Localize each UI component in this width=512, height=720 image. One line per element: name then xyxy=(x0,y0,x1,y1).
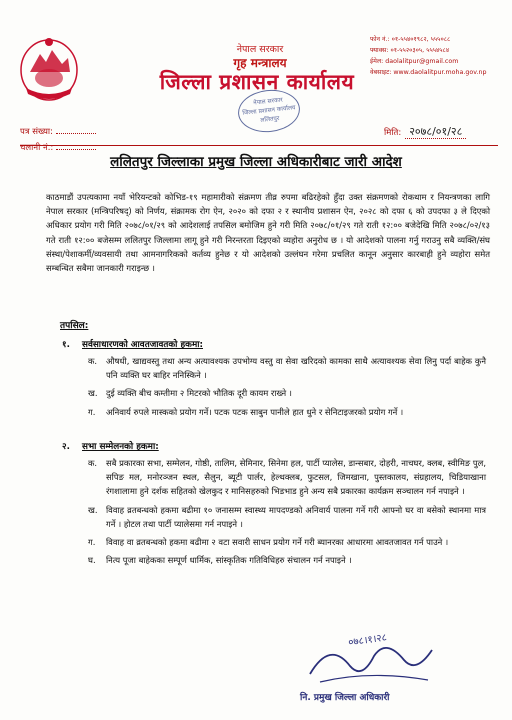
item-key: ख. xyxy=(88,504,98,515)
tapsil-heading: तपसिल: xyxy=(60,321,89,331)
signatory-title: नि. प्रमुख जिल्ला अधिकारी xyxy=(300,693,390,703)
section-1-heading xyxy=(62,338,203,350)
header-divider xyxy=(20,145,498,146)
date-block xyxy=(384,124,466,139)
item-key: घ. xyxy=(88,555,96,566)
section-title: सर्वसाधारणको आवतजावतको हकमा: xyxy=(82,340,203,350)
date-label: मिति: xyxy=(384,128,402,138)
list-item xyxy=(88,405,486,419)
list-item xyxy=(88,503,486,531)
order-body: काठमाडौं उपत्यकामा नयाँ भेरियन्टको कोभिड-१९ महामारीको संक्रमण तीव्र रुपमा बढिरहेको हुँदा उक्त संक्रमणको रोकथाम र नियन्त्रणका लागि नेपाल सरकार (मन्त्रिपरिषद्) को निर्णय, संक्रामक रोग ऐन, २०२० को दफा २ र स्थानीय प्रशासन ऐन, २०२८ को दफा ६ को उपदफा ३ ले दिएको अधिकार प्रयोग गरी मिति २०७८/०१/२९ को आदेशलाई तपसिल बमोजिम हुने गरी मिति २०७८/०१/२९ गते राती १२:०० बजेदेखि मिति २०७८/०२/१३ गते राती १२:०० बजेसम्म ललितपुर जिल्लामा लागू हुने गरी निरन्तरता दिइएको व्यहोरा अनुरोध छ । यो आदेशको पालना गर्नु गराउनु सबै व्यक्ति/संघ संस्था/पेशाकर्मी/व्यवसायी तथा आमनागरिकको कर्तव्य हुनेछ र यो आदेशको उल्लंघन गरेमा प्रचलित कानून अनुसार कारबाही हुने व्यहोरा समेत सम्बन्धित सबैमा जानकारी गराइन्छ । xyxy=(46,192,490,274)
item-key: ख. xyxy=(88,388,98,399)
chalani-label: चलानी नं.: xyxy=(20,143,54,153)
item-text: सबै प्रकारका सभा, सम्मेलन, गोष्ठी, तालिम, सेमिनार, सिनेमा हल, पार्टी प्यालेस, डान्सबार, दोहरी, नाचघर, क्लब, स्वीमिङ पुल, सपिङ मल, मनोरञ्जन स्थल, सैलुन, ब्यूटी पार्लर, हेल्थक्लब, फुटसल, जिमखाना, पुस्तकालय, संग्रहालय, चिडियाखाना रंगशालामा हुने दर्शक सहितको खेलकुद र मानिसहरुको भिडभाड हुने अन्य सबै प्रकारका कार्यक्रम सञ्चालन गर्न नपाइने । xyxy=(106,458,486,497)
list-item xyxy=(88,386,486,400)
fax-line: फ्याक्स: ०१-५५२०३०५, ५५५४५८४ xyxy=(370,47,450,54)
section-1-items xyxy=(88,354,486,423)
list-item xyxy=(88,535,486,549)
nepal-emblem-icon xyxy=(18,34,80,102)
item-key: ग. xyxy=(88,537,96,548)
list-item xyxy=(88,354,486,382)
list-item xyxy=(88,456,486,499)
item-text: औषधी, खाद्यवस्तु तथा अन्य अत्यावश्यक उपभोग्य वस्तु वा सेवा खरिदको कामका साथै अत्यावश्यक सेवा लिनु पर्दा बाहेक कुनै पनि व्यक्ति घर बाहिर ननिस्किने । xyxy=(106,356,486,381)
section-2-heading xyxy=(62,440,159,452)
section-2-items xyxy=(88,456,486,571)
stamp-line: जिल्ला प्रशासन कार्यालय xyxy=(242,104,296,117)
item-text: नित्य पूजा बाहेकका सम्पूर्ण धार्मिक, सांस्कृतिक गतिविधिहरु संचालन गर्न नपाइने । xyxy=(106,555,352,566)
stamp-line: नेपाल सरकार xyxy=(253,96,283,107)
email-line: ईमेल: daolalitpur@gmail.com xyxy=(370,58,459,65)
patra-label: पत्र संख्या: xyxy=(20,127,53,137)
section-number: २. xyxy=(62,442,70,452)
item-key: ग. xyxy=(88,406,96,417)
item-text: विवाह व्रतबन्धको हकमा बढीमा १० जनासम्म स्वास्थ्य मापदण्डको अनिवार्य पालना गर्ने गरी आफ्नो घर वा बसेको स्थानमा मात्र गर्ने । होटल तथा पार्टी प्यालेसमा गर्न नपाइने । xyxy=(106,504,486,529)
order-title: ललितपुर जिल्लाका प्रमुख जिल्ला अधिकारीबाट जारी आदेश xyxy=(110,154,402,170)
item-text: विवाह वा व्रतबन्धको हकमा बढीमा २ वटा सवारी साधन प्रयोग गर्ने गरी ब्यानरका आधारमा आवतजावत गर्न पाउने । xyxy=(106,537,449,548)
ministry-label: गृह मन्त्रालय xyxy=(233,56,287,70)
list-item xyxy=(88,553,486,567)
section-title: सभा सम्मेलनको हकमा: xyxy=(82,442,159,452)
contact-block xyxy=(370,34,506,78)
item-text: दुई व्यक्ति बीच कम्तीमा २ मिटरको भौतिक दूरी कायम राख्ने । xyxy=(106,388,292,399)
government-label: नेपाल सरकार xyxy=(236,44,284,55)
section-number: १. xyxy=(62,340,70,350)
date-value: २०७८/०१/२८ xyxy=(405,125,466,139)
item-text: अनिवार्य रुपले मास्कको प्रयोग गर्ने। पटक पटक साबुन पानीले हात धुने र सेनिटाइजरको प्रयोग गर्ने । xyxy=(106,406,404,417)
website-line: वेबसाइट: www.daolalitpur.moha.gov.np xyxy=(370,69,487,76)
item-key: क. xyxy=(88,356,98,366)
phone-line: फोन नं.: ०१-५५४०१९८२, ५५५०८८ xyxy=(370,36,451,43)
item-key: क. xyxy=(88,458,98,468)
office-name: जिल्ला प्रशासन कार्यालय xyxy=(159,70,355,94)
stamp-line: ललितपुर xyxy=(260,114,280,124)
signature-date: ०७८।१।२८ xyxy=(347,632,388,649)
